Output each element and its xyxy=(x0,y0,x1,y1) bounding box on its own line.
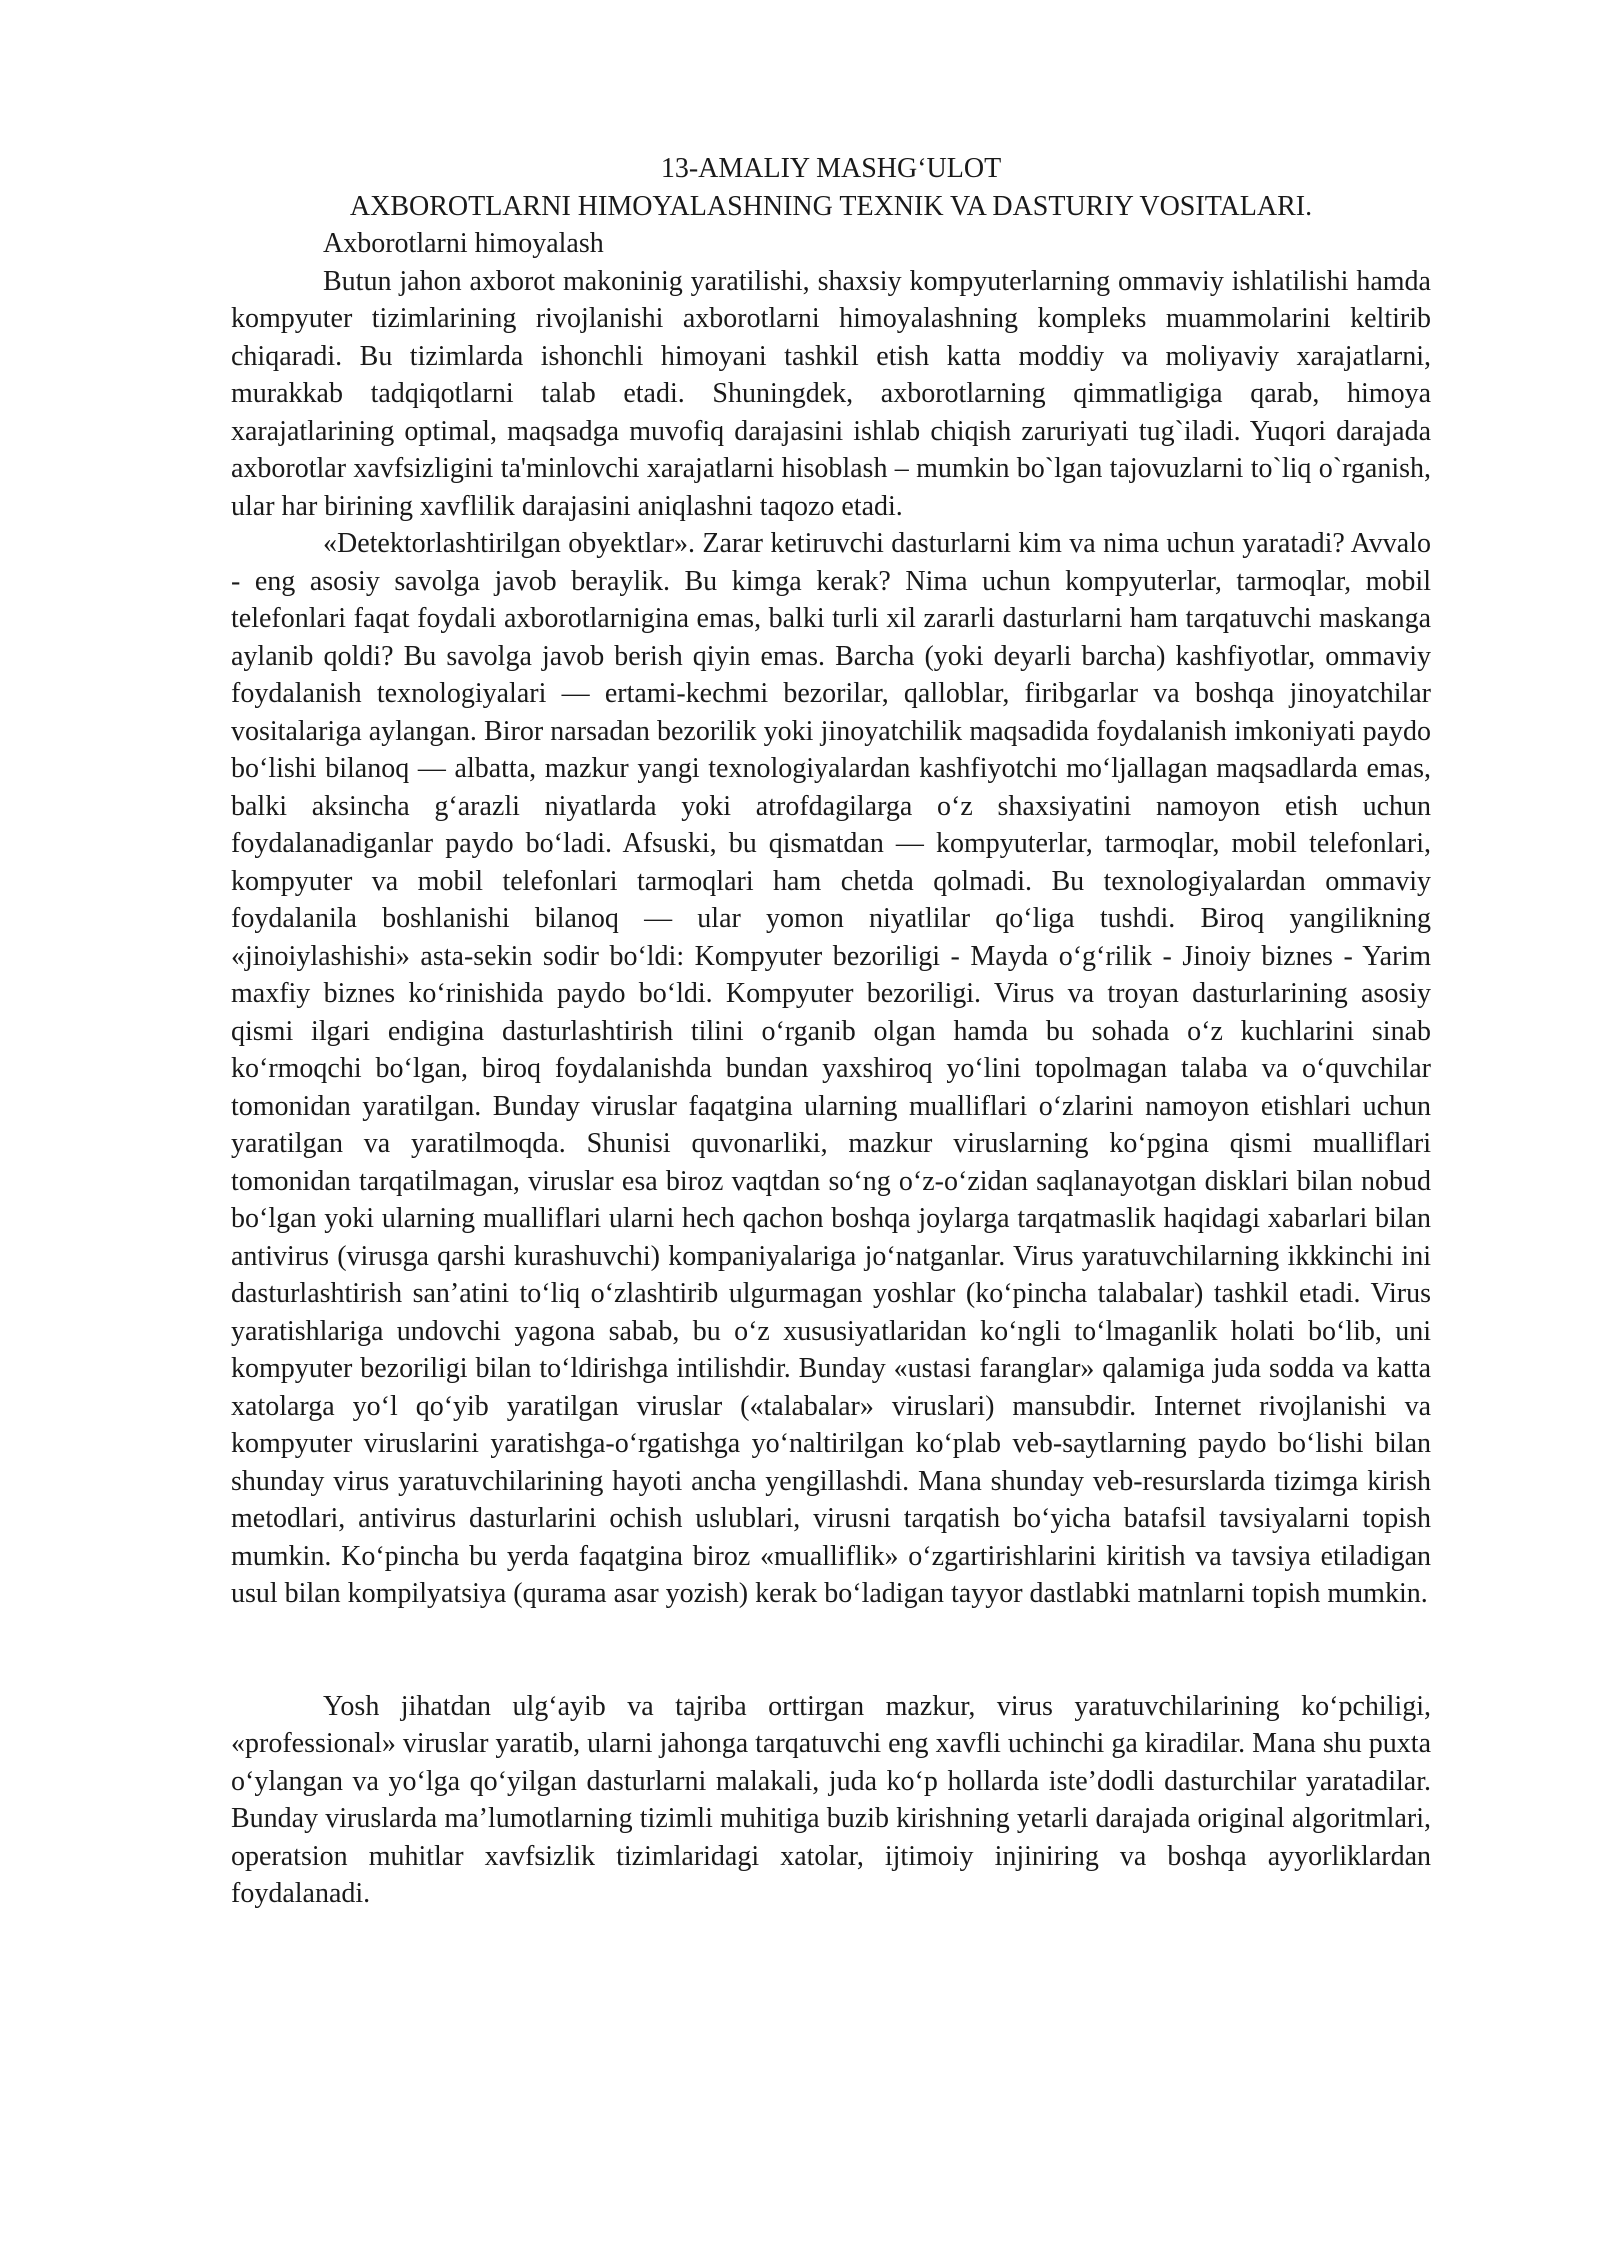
paragraph-spacer xyxy=(231,1613,1431,1688)
paragraph-professional-viruses: Yosh jihatdan ulg‘ayib va tajriba orttirgan mazkur, virus yaratuvchilarining ko‘pchiligi, «professional» viruslar yaratib, ularni jahonga tarqatuvchi eng xavfli uchinchi ga kiradilar. Mana shu puxta o‘ylangan va yo‘lga qo‘yilgan dasturlarni malakali, juda ko‘p hollarda iste’dodli dasturchilar yaratadilar. Bunday viruslarda ma’lumotlarning tizimli muhitiga buzib kirishning yetarli darajada original algoritmlari, operatsion muhitlar xavfsizlik tizimlaridagi xatolar, ijtimoiy injiniring va boshqa ayyorliklardan foydalanadi. xyxy=(231,1690,1431,1909)
document-subtitle: AXBOROTLARNI HIMOYALASHNING TEXNIK VA DASTURIY VOSITALARI. xyxy=(349,190,1313,222)
section-heading: Axborotlarni himoyalash xyxy=(323,228,604,259)
document-body xyxy=(231,150,1431,1913)
paragraph-intro: Butun jahon axborot makoninig yaratilishi, shaxsiy kompyuterlarning ommaviy ishlatilishi hamda kompyuter tizimlarining rivojlanishi axborotlarni himoyalashning kompleks muammolarini keltirib chiqaradi. Bu tizimlarda ishonchli himoyani tashkil etish katta moddiy va moliyaviy xarajatlarni, murakkab tadqiqotlarni talab etadi. Shuningdek, axborotlarning qimmatligiga qarab, himoya xarajatlarining optimal, maqsadga muvofiq darajasini ishlab chiqish zaruriyati tug`iladi. Yuqori darajada axborotlar xavfsizligini ta'minlovchi xarajatlarni hisoblash – mumkin bo`lgan tajovuzlarni to`liq o`rganish, ular har birining xavflilik darajasini aniqlashni taqozo etadi. xyxy=(231,265,1431,522)
document-title: 13-AMALIY MASHG‘ULOT xyxy=(660,153,1002,184)
paragraph-detected-objects: «Detektorlashtirilgan obyektlar». Zarar ketiruvchi dasturlarni kim va nima uchun yaratadi? Avvalo - eng asosiy savolga javob beraylik. Bu kimga kerak? Nima uchun kompyuterlar, tarmoqlar, mobil telefonlari faqat foydali axborotlarnigina emas, balki turli xil zararli dasturlarni ham tarqatuvchi maskanga aylanib qoldi? Bu savolga javob berish qiyin emas. Barcha (yoki deyarli barcha) kashfiyotlar, ommaviy foydalanish texnologiyalari — ertami-kechmi bezorilar, qalloblar, firibgarlar va boshqa jinoyatchilar vositalariga aylangan. Biror narsadan bezorilik yoki jinoyatchilik maqsadida foydalanish imkoniyati paydo bo‘lishi bilanoq — albatta, mazkur yangi texnologiyalardan kashfiyotchi mo‘ljallagan maqsadlarda emas, balki aksincha g‘arazli niyatlarda yoki atrofdagilarga o‘z shaxsiyatini namoyon etish uchun foydalanadiganlar paydo bo‘ladi. Afsuski, bu qismatdan — kompyuterlar, tarmoqlar, mobil telefonlari, kompyuter va mobil telefonlari tarmoqlari ham chetda qolmadi. Bu texnologiyalardan ommaviy foydalanila boshlanishi bilanoq — ular yomon niyatlilar qo‘liga tushdi. Biroq yangilikning «jinoiylashishi» asta-sekin sodir bo‘ldi: Kompyuter bezoriligi - Mayda o‘g‘rilik - Jinoiy biznes - Yarim maxfiy biznes ko‘rinishida paydo bo‘ldi. Kompyuter bezoriligi. Virus va troyan dasturlarining asosiy qismi ilgari endigina dasturlashtirish tilini o‘rganib olgan hamda bu sohada o‘z kuchlarini sinab ko‘rmoqchi bo‘lgan, biroq foydalanishda bundan yaxshiroq yo‘lini topolmagan talaba va o‘quvchilar tomonidan yaratilgan. Bunday viruslar faqatgina ularning mualliflari o‘zlarini namoyon etishlari uchun yaratilgan va yaratilmoqda. Shunisi quvonarliki, mazkur viruslarning ko‘pgina qismi mualliflari tomonidan tarqatilmagan, viruslar esa biroz vaqtdan so‘ng o‘z-o‘zidan saqlanayotgan disklari bilan nobud bo‘lgan yoki ularning mualliflari ularni hech qachon boshqa joylarga tarqatmaslik haqidagi xabarlari bilan antivirus (virusga qarshi kurashuvchi) kompaniyalariga jo‘natganlar. Virus yaratuvchilarning ikkkinchi ini dasturlashtirish san’atini to‘liq o‘zlashtirib ulgurmagan yoshlar (ko‘pincha talabalar) tashkil etadi. Virus yaratishlariga undovchi yagona sabab, bu o‘z xususiyatlaridan ko‘ngli to‘lmaganlik holati bo‘lib, uni kompyuter bezoriligi bilan to‘ldirishga intilishdir. Bunday «ustasi faranglar» qalamiga juda sodda va katta xatolarga yo‘l qo‘yib yaratilgan viruslar («talabalar» viruslari) mansubdir. Internet rivojlanishi va kompyuter viruslarini yaratishga-o‘rgatishga yo‘naltirilgan ko‘plab veb-saytlarning paydo bo‘lishi bilan shunday virus yaratuvchilarining hayoti ancha yengillashdi. Mana shunday veb-resurslarda tizimga kirish metodlari, antivirus dasturlarini ochish uslublari, virusni tarqatish bo‘yicha batafsil tavsiyalarni topish mumkin. Ko‘pincha bu yerda faqatgina biroz «mualliflik» o‘zgartirishlarini kiritish va tavsiya etiladigan usul bilan kompilyatsiya (qurama asar yozish) kerak bo‘ladigan tayyor dastlabki matnlarni topish mumkin. xyxy=(231,528,1431,1609)
